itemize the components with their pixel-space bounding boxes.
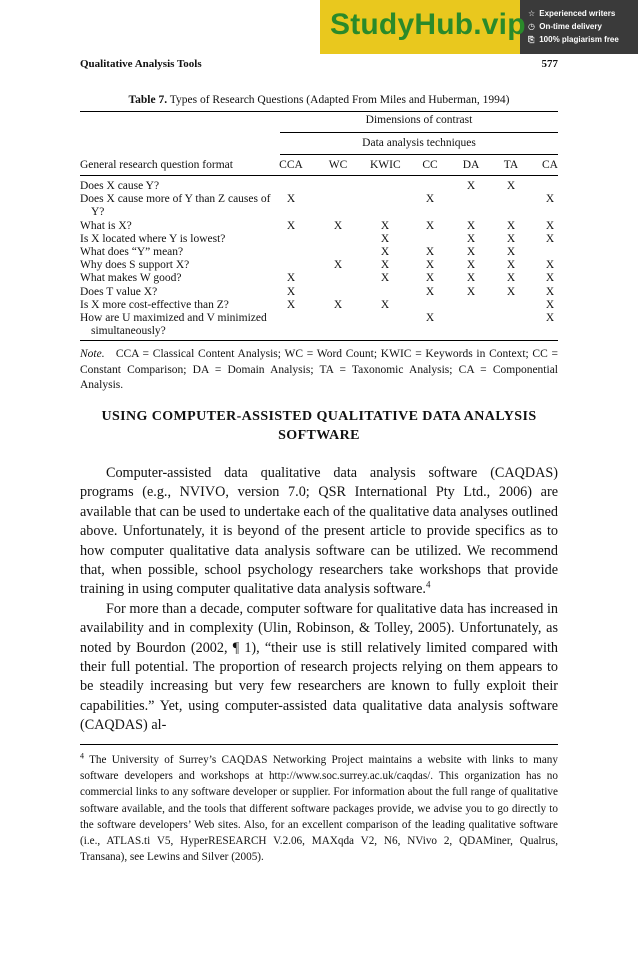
cell-cc: X bbox=[425, 193, 435, 206]
table-row bbox=[80, 180, 558, 193]
cell-da: X bbox=[466, 285, 476, 298]
column-header-question: General research question format bbox=[80, 159, 233, 171]
footnote-number: 4 bbox=[80, 751, 84, 761]
table-note bbox=[80, 347, 558, 394]
cell-kwic: X bbox=[380, 272, 390, 285]
table-row bbox=[80, 312, 558, 338]
table-top-rule bbox=[80, 111, 558, 112]
table-row bbox=[80, 233, 558, 246]
cell-wc: X bbox=[333, 298, 343, 311]
cell-ca: X bbox=[545, 285, 555, 298]
table-row bbox=[80, 299, 558, 312]
cell-da: X bbox=[466, 219, 476, 232]
row-question: Does X cause more of Y than Z causes of Y? bbox=[80, 193, 271, 219]
body-text bbox=[80, 464, 558, 736]
cell-ta: X bbox=[506, 259, 516, 272]
note-label: Note. bbox=[80, 348, 105, 360]
row-question: Does X cause Y? bbox=[80, 180, 160, 192]
cell-ta: X bbox=[506, 219, 516, 232]
cell-cca: X bbox=[286, 285, 296, 298]
note-text: CCA = Classical Content Analysis; WC = Word Count; KWIC = Keywords in Context; CC = Constant Comparison; DA = Domain Analysis; TA = Taxonomic Analysis; CA = Componential Analysis. bbox=[80, 348, 558, 391]
row-question: Is X more cost-effective than Z? bbox=[80, 298, 229, 311]
row-question: Does T value X? bbox=[80, 285, 158, 298]
table-row bbox=[80, 286, 558, 299]
cell-cc: X bbox=[425, 272, 435, 285]
table-row bbox=[80, 220, 558, 233]
clock-icon: ◷ bbox=[528, 22, 535, 31]
footnote-ref[interactable]: 4 bbox=[425, 579, 431, 590]
cell-cca: X bbox=[286, 219, 296, 232]
paragraph bbox=[80, 464, 558, 600]
cell-da: X bbox=[466, 272, 476, 285]
row-question: Why does S support X? bbox=[80, 259, 190, 272]
table-row bbox=[80, 259, 558, 272]
cell-cca: X bbox=[286, 298, 296, 311]
header-rule-1 bbox=[280, 132, 558, 133]
cell-cc: X bbox=[425, 285, 435, 298]
row-question: What is X? bbox=[80, 219, 132, 232]
cell-kwic: X bbox=[380, 232, 390, 245]
cell-ca: X bbox=[545, 219, 555, 232]
row-question: What does “Y” mean? bbox=[80, 246, 184, 259]
cell-ta: X bbox=[506, 285, 516, 298]
running-header bbox=[80, 58, 558, 74]
feature-label: On-time delivery bbox=[539, 22, 602, 31]
cell-wc: X bbox=[333, 259, 343, 272]
row-question: How are U maximized and V minimized simultaneously? bbox=[80, 312, 267, 338]
section-heading: USING COMPUTER-ASSISTED QUALITATIVE DATA ANALYSIS SOFTWARE bbox=[101, 409, 537, 443]
table-caption bbox=[80, 94, 558, 106]
cell-ca: X bbox=[545, 298, 555, 311]
cell-ta: X bbox=[506, 246, 516, 259]
cell-kwic: X bbox=[380, 259, 390, 272]
logo-text: StudyHub.vip bbox=[330, 8, 526, 41]
column-header-ca: CA bbox=[542, 159, 558, 171]
table-row bbox=[80, 246, 558, 259]
header-bottom-rule bbox=[80, 175, 558, 176]
cell-ca: X bbox=[545, 312, 555, 325]
footnote-text: The University of Surrey’s CAQDAS Networking Project maintains a website with links to many software developers and workshops at http://www.soc.surrey.ac.uk/caqdas/. This organization has no commercial links to any software developer or supplier. For information about the full range of qualitative software available, and the tools that different software packages provide, we advise you to go directly to the software developers’ Web sites. Also, for an excellent comparison of the leading qualitative software (i.e., ATLAS.ti V5, HyperRESEARCH V.2.06, MAXqda V2, N6, NVivo 2, QDAMiner, Qualrus, Transana), see Lewins and Silver (2005). bbox=[80, 754, 558, 864]
copy-icon: ⎘ bbox=[528, 35, 535, 44]
page-number: 577 bbox=[541, 58, 558, 70]
row-question: What makes W good? bbox=[80, 272, 182, 285]
cell-cc: X bbox=[425, 246, 435, 259]
cell-ca: X bbox=[545, 193, 555, 206]
table-row bbox=[80, 272, 558, 285]
cell-kwic: X bbox=[380, 219, 390, 232]
feature-experienced-writers bbox=[528, 7, 638, 20]
cell-ta: X bbox=[506, 232, 516, 245]
cell-wc: X bbox=[333, 219, 343, 232]
cell-da: X bbox=[466, 259, 476, 272]
column-header-wc: WC bbox=[328, 159, 348, 171]
cell-ca: X bbox=[545, 259, 555, 272]
cell-kwic: X bbox=[380, 298, 390, 311]
header-dimensions-of-contrast: Dimensions of contrast bbox=[365, 114, 473, 126]
feature-on-time-delivery bbox=[528, 20, 638, 33]
paragraph-text: Computer-assisted data qualitative data analysis software (CAQDAS) programs (e.g., NVIVO, version 7.0; QSR International Pty Ltd., 2006) are available that can be used to undertake each of the qualitative data analyses outlined above. Unfortunately, it is beyond of the present article to provide specifics as to how computer qualitative data analysis software can be utilized. We recommend that, when possible, school psychology researchers take workshops that provide training in using computer qualitative data analysis software. bbox=[80, 465, 558, 598]
cell-cc: X bbox=[425, 312, 435, 325]
cell-da: X bbox=[466, 232, 476, 245]
star-icon: ☆ bbox=[528, 9, 536, 18]
table-body bbox=[80, 180, 558, 338]
cell-ca: X bbox=[545, 272, 555, 285]
feature-label: 100% plagiarism free bbox=[539, 35, 619, 44]
studyhub-logo[interactable] bbox=[320, 0, 526, 54]
cell-da: X bbox=[466, 246, 476, 259]
header-rule-2 bbox=[280, 154, 558, 155]
footnote bbox=[80, 752, 558, 865]
header-data-analysis-techniques: Data analysis techniques bbox=[362, 137, 476, 149]
running-header-title: Qualitative Analysis Tools bbox=[80, 58, 202, 70]
table-label: Table 7. bbox=[128, 94, 168, 106]
table-row bbox=[80, 193, 558, 219]
feature-plagiarism-free bbox=[528, 33, 638, 46]
cell-cc: X bbox=[425, 259, 435, 272]
paragraph bbox=[80, 600, 558, 736]
cell-ca: X bbox=[545, 232, 555, 245]
ad-banner[interactable] bbox=[320, 0, 638, 54]
cell-ta: X bbox=[506, 180, 516, 192]
footnote-rule bbox=[80, 744, 558, 745]
column-header-cca: CCA bbox=[279, 159, 303, 171]
row-question: Is X located where Y is lowest? bbox=[80, 232, 226, 245]
cell-cca: X bbox=[286, 272, 296, 285]
paragraph-text: For more than a decade, computer software for qualitative data has increased in availability and in complexity (Ulin, Robinson, & Tolley, 2005). Unfortunately, as noted by Bourdon (2002, ¶ 1), “their use is still relatively limited compared with their full potential. The proportion of research projects relying on them appears to be steadily increasing but very few researchers are known to fully exploit their capabilities.” Yet, using computer-assisted data qualitative data analysis software (CAQDAS) al- bbox=[80, 600, 558, 734]
column-header-da: DA bbox=[462, 159, 480, 171]
cell-ta: X bbox=[506, 272, 516, 285]
cell-cc: X bbox=[425, 219, 435, 232]
cell-da: X bbox=[466, 180, 476, 192]
banner-feature-list bbox=[528, 7, 638, 46]
column-header-kwic: KWIC bbox=[370, 159, 401, 171]
cell-cca: X bbox=[286, 193, 296, 206]
feature-label: Experienced writers bbox=[539, 9, 616, 18]
table-caption-text: Types of Research Questions (Adapted From Miles and Huberman, 1994) bbox=[169, 94, 510, 106]
table-bottom-rule bbox=[80, 340, 558, 341]
cell-kwic: X bbox=[380, 246, 390, 259]
table-column-headers bbox=[80, 159, 558, 173]
column-header-ta: TA bbox=[503, 159, 519, 171]
column-header-cc: CC bbox=[422, 159, 438, 171]
